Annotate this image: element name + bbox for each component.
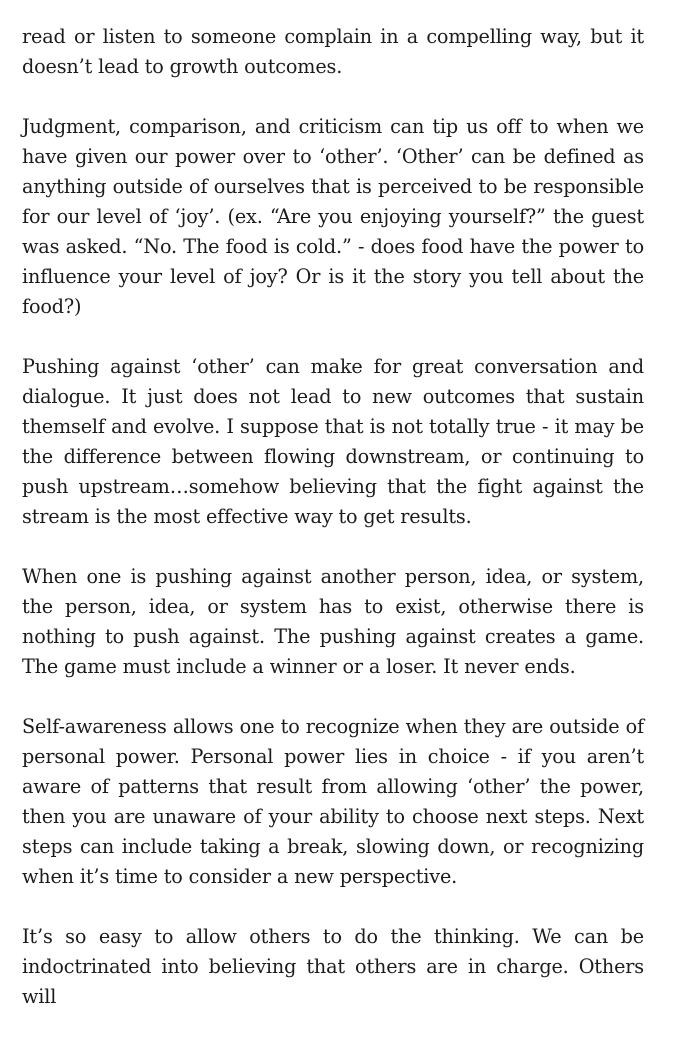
paragraph: When one is pushing against another person, idea, or system, the person, idea, or system has to exist, otherwise there is nothing to push against. The pushing against creates a game. The game must include a winner or a loser. It never ends. bbox=[22, 565, 644, 678]
paragraph: Judgment, comparison, and criticism can tip us off to when we have given our power over to ‘other’. ‘Other’ can be defined as anything outside of ourselves that is perceived to be responsible for our level of ‘joy’. (ex. “Are you enjoying yourself?” the guest was asked. “No. The food is cold.” - does food have the power to influence your level of joy? Or is it the story you tell about the food?) bbox=[22, 115, 644, 318]
paragraph: Self-awareness allows one to recognize when they are outside of personal power. Personal power lies in choice - if you aren’t aware of patterns that result from allowing ‘other’ the power, then you are unaware of your ability to choose next steps. Next steps can include taking a break, slowing down, or recognizing when it’s time to consider a new perspective. bbox=[22, 715, 644, 888]
paragraph: read or listen to someone complain in a compelling way, but it doesn’t lead to growth outcomes. bbox=[22, 25, 644, 78]
paragraph: It’s so easy to allow others to do the thinking. We can be indoctrinated into believing that others are in charge. Others will bbox=[22, 925, 644, 1008]
article-body bbox=[22, 22, 644, 1042]
paragraph: Pushing against ‘other’ can make for great conversation and dialogue. It just does not lead to new outcomes that sustain themself and evolve. I suppose that is not totally true - it may be the difference between flowing downstream, or continuing to push upstream…somehow believing that the fight against the stream is the most effective way to get results. bbox=[22, 355, 644, 528]
